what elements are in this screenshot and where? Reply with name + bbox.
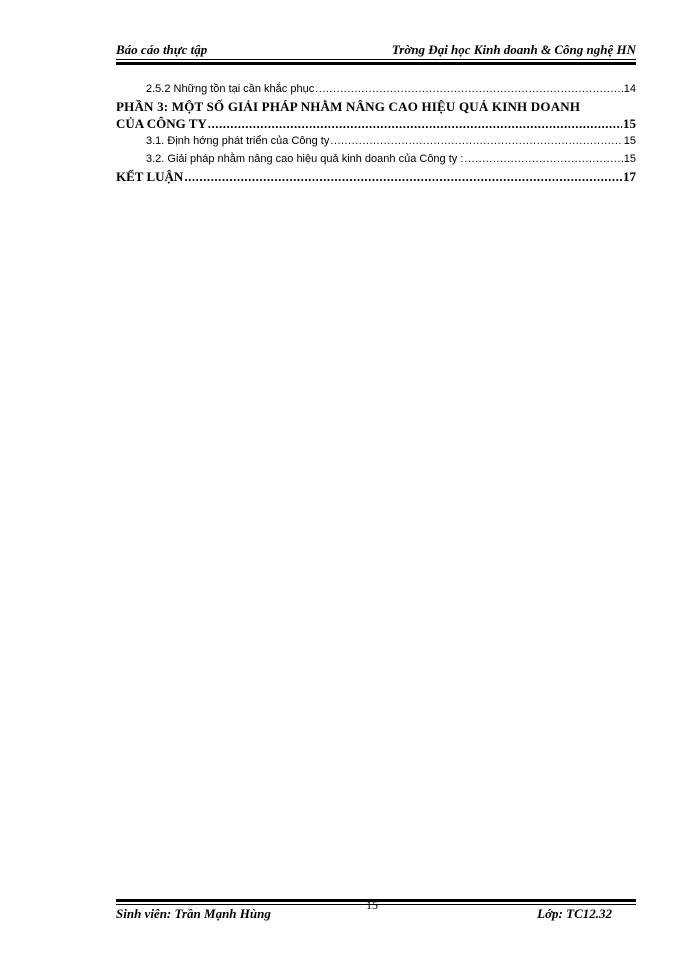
toc-part3-line1: PHẦN 3: MỘT SỐ GIẢI PHÁP NHẰM NÂNG CAO HIỆU QUẢ KINH DOANH bbox=[116, 99, 581, 114]
toc-part3-line2: CỦA CÔNG TY bbox=[116, 116, 207, 131]
header-divider bbox=[116, 59, 636, 65]
footer-student-name: Sinh viên: Trần Mạnh Hùng bbox=[116, 906, 271, 921]
toc-item-2-5-2[interactable] bbox=[116, 80, 636, 98]
toc-item-label: 2.5.2 Những tồn tại cần khắc phục bbox=[146, 83, 315, 95]
toc-item-conclusion[interactable] bbox=[116, 168, 636, 185]
dot-leader bbox=[315, 80, 623, 98]
toc-item-part-3[interactable] bbox=[116, 98, 636, 132]
page-header bbox=[116, 38, 636, 58]
table-of-contents bbox=[116, 80, 636, 185]
page-number: 15 bbox=[366, 898, 378, 912]
header-right-text: Trờng Đại học Kinh doanh & Công nghệ HN bbox=[391, 42, 636, 57]
dot-leader bbox=[330, 132, 622, 150]
toc-item-page: 17 bbox=[623, 169, 636, 184]
toc-item-page: 15 bbox=[623, 135, 636, 147]
toc-item-label: 3.1. Định hớng phát triển của Công ty bbox=[146, 135, 330, 147]
page-footer bbox=[116, 906, 612, 922]
toc-item-label: KẾT LUẬN bbox=[116, 169, 184, 184]
toc-item-label: 3.2. Giải pháp nhằm nâng cao hiệu quả kinh doanh của Công ty : bbox=[146, 153, 464, 165]
toc-item-3-2[interactable] bbox=[116, 150, 636, 168]
toc-item-page: 14 bbox=[623, 83, 636, 95]
dot-leader bbox=[464, 150, 622, 168]
dot-leader bbox=[208, 115, 622, 132]
footer-class: Lớp: TC12.32 bbox=[537, 906, 612, 921]
dot-leader bbox=[184, 168, 622, 185]
toc-item-page: 15 bbox=[623, 153, 636, 165]
toc-item-page: 15 bbox=[623, 116, 636, 131]
header-left-text: Báo cáo thực tập bbox=[116, 42, 208, 57]
toc-item-3-1[interactable] bbox=[116, 132, 636, 150]
